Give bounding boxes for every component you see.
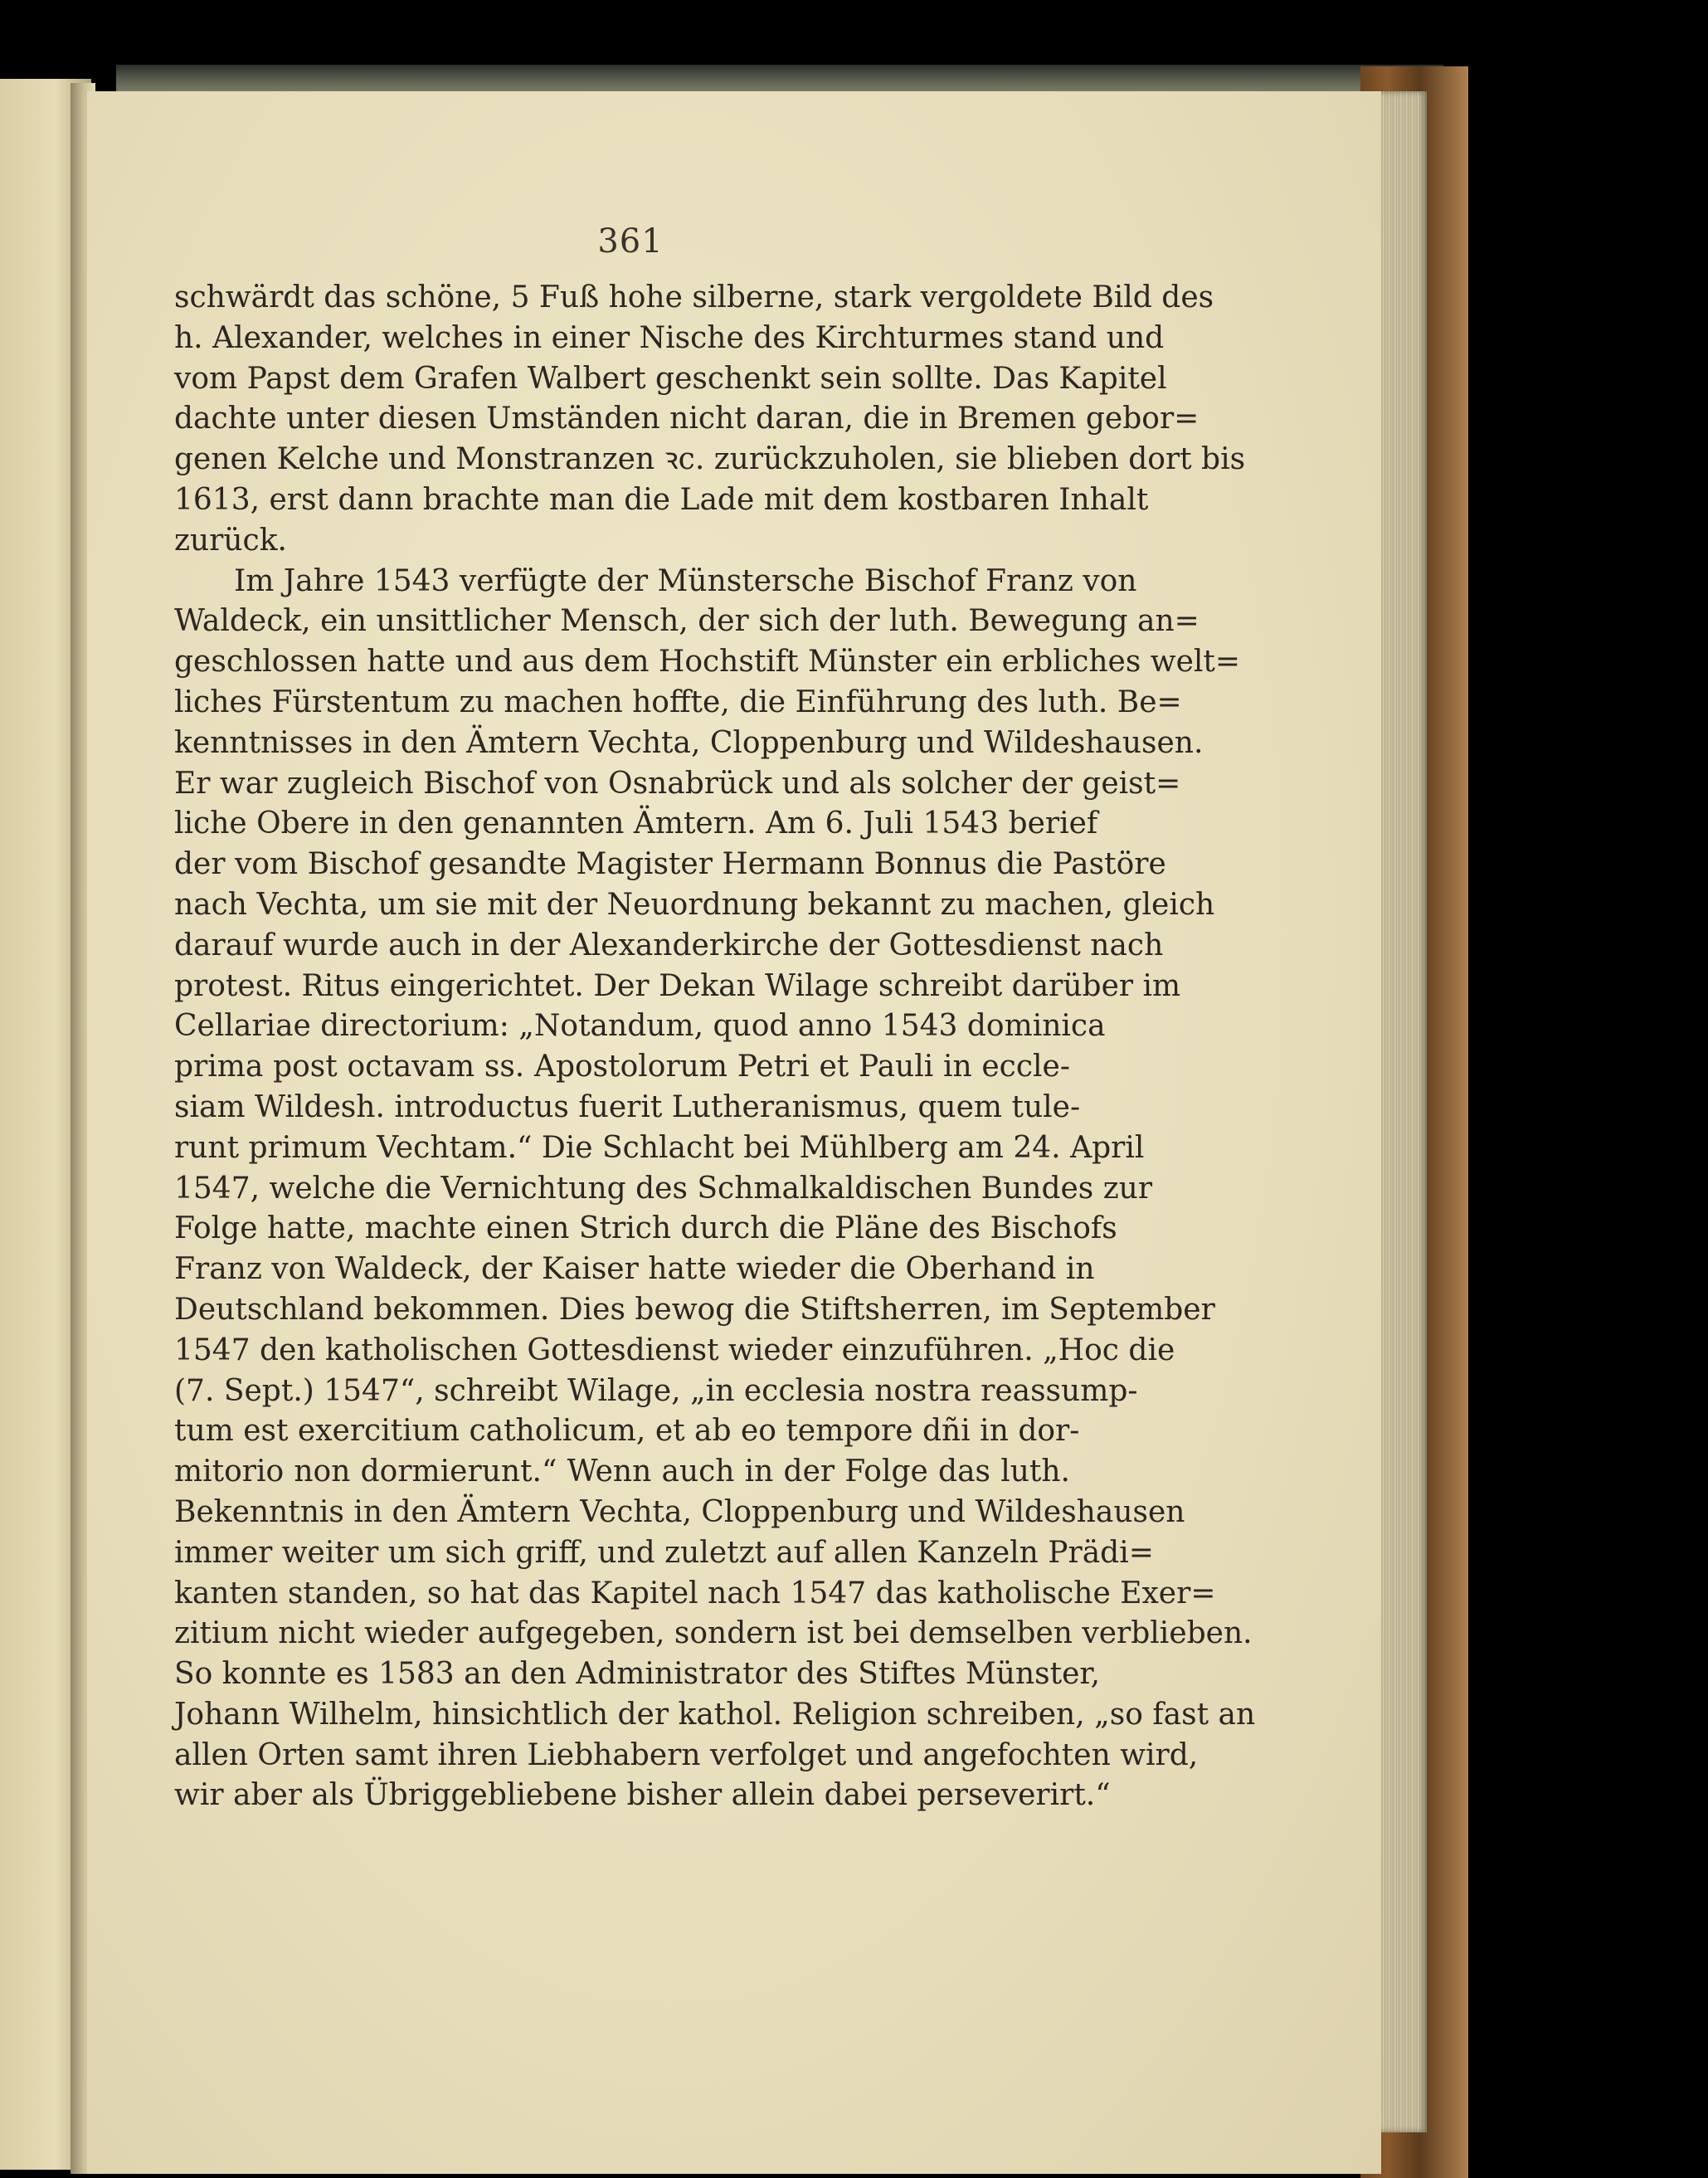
text-line: kenntnisses in den Ämtern Vechta, Cloppenburg und Wildeshausen. xyxy=(174,725,1204,760)
text-line: immer weiter um sich griff, und zuletzt auf allen Kanzeln Prädi= xyxy=(174,1535,1154,1570)
text-line: prima post octavam ss. Apostolorum Petri et Pauli in eccle- xyxy=(174,1050,1070,1084)
page-number: 361 xyxy=(597,222,664,261)
text-line: Waldeck, ein unsittlicher Mensch, der sich der luth. Bewegung an= xyxy=(174,604,1199,639)
text-line: liches Fürstentum zu machen hoffte, die Einführung des luth. Be= xyxy=(174,685,1182,719)
text-line: Deutschland bekommen. Dies bewog die Stiftsherren, im September xyxy=(174,1292,1215,1327)
text-line: zurück. xyxy=(174,523,287,558)
text-line: Franz von Waldeck, der Kaiser hatte wieder die Oberhand in xyxy=(174,1252,1095,1287)
text-line: liche Obere in den genannten Ämtern. Am 6. Juli 1543 berief xyxy=(174,806,1098,841)
text-line: Johann Wilhelm, hinsichtlich der kathol. Religion schreiben, „so fast an xyxy=(174,1697,1256,1732)
text-line: zitium nicht wieder aufgegeben, sondern ist bei demselben verblieben. xyxy=(174,1616,1253,1651)
text-line: darauf wurde auch in der Alexanderkirche der Gottesdienst nach xyxy=(174,928,1164,962)
text-line: Folge hatte, machte einen Strich durch die Pläne des Bischofs xyxy=(174,1211,1117,1246)
text-line: siam Wildesh. introductus fuerit Lutheranismus, quem tule- xyxy=(174,1089,1081,1124)
text-line: allen Orten samt ihren Liebhabern verfolget und angefochten wird, xyxy=(174,1737,1199,1772)
text-line: wir aber als Übriggebliebene bisher allein dabei perseverirt.“ xyxy=(174,1778,1111,1813)
text-line: h. Alexander, welches in einer Nische des Kirchturmes stand und xyxy=(174,320,1165,355)
text-line: geschlossen hatte und aus dem Hochstift Münster ein erbliches welt= xyxy=(174,645,1241,680)
text-line: Im Jahre 1543 verfügte der Münstersche Bischof Franz von xyxy=(234,563,1137,598)
text-line: Bekenntnis in den Ämtern Vechta, Cloppenburg und Wildeshausen xyxy=(174,1494,1185,1529)
page-text xyxy=(174,278,1256,1816)
text-line: (7. Sept.) 1547“, schreibt Wilage, „in ecclesia nostra reassump- xyxy=(174,1373,1138,1408)
text-line: 1547 den katholischen Gottesdienst wieder einzuführen. „Hoc die xyxy=(174,1333,1175,1367)
text-line: tum est exercitium catholicum, et ab eo tempore dñi in dor- xyxy=(174,1414,1080,1449)
text-line: Cellariae directorium: „Notandum, quod anno 1543 dominica xyxy=(174,1009,1106,1044)
text-line: 1613, erst dann brachte man die Lade mit dem kostbaren Inhalt xyxy=(174,482,1149,517)
text-line: Er war zugleich Bischof von Osnabrück und als solcher der geist= xyxy=(174,766,1181,801)
text-line: der vom Bischof gesandte Magister Hermann Bonnus die Pastöre xyxy=(174,847,1166,882)
text-line: kanten standen, so hat das Kapitel nach 1547 das katholische Exer= xyxy=(174,1576,1216,1610)
text-line: protest. Ritus eingerichtet. Der Dekan Wilage schreibt darüber im xyxy=(174,968,1181,1003)
text-line: dachte unter diesen Umständen nicht daran, die in Bremen gebor= xyxy=(174,402,1199,436)
text-line: runt primum Vechtam.“ Die Schlacht bei Mühlberg am 24. April xyxy=(174,1130,1145,1165)
text-line: genen Kelche und Monstranzen ꝛc. zurückzuholen, sie blieben dort bis xyxy=(174,442,1246,477)
text-line: nach Vechta, um sie mit der Neuordnung bekannt zu machen, gleich xyxy=(174,887,1215,922)
text-line: So konnte es 1583 an den Administrator des Stiftes Münster, xyxy=(174,1657,1101,1692)
text-line: 1547, welche die Vernichtung des Schmalkaldischen Bundes zur xyxy=(174,1171,1153,1206)
text-line: mitorio non dormierunt.“ Wenn auch in der Folge das luth. xyxy=(174,1454,1070,1489)
text-line: vom Papst dem Grafen Walbert geschenkt sein sollte. Das Kapitel xyxy=(174,361,1167,396)
text-line: schwärdt das schöne, 5 Fuß hohe silberne, stark vergoldete Bild des xyxy=(174,280,1214,314)
